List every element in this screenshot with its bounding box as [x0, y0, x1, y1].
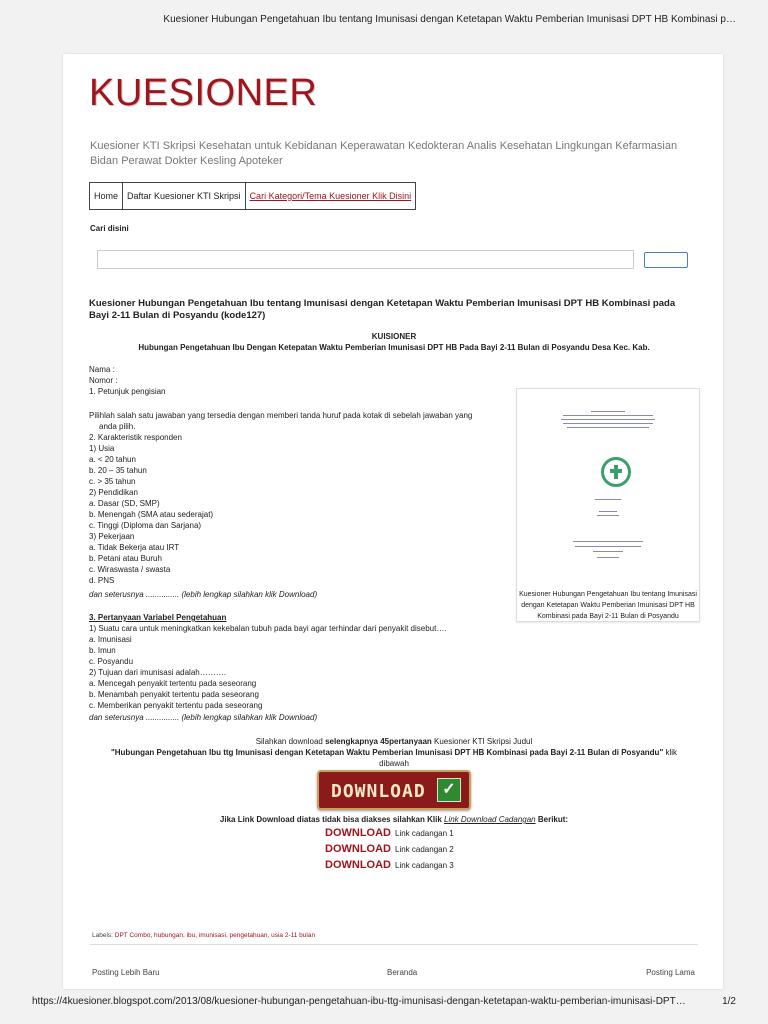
print-footer	[32, 996, 736, 1007]
backup-link-1[interactable]	[325, 827, 454, 839]
karakteristik-line: 1) Usia	[89, 444, 115, 453]
instruction	[89, 410, 472, 432]
pager-home[interactable]: Beranda	[387, 968, 418, 977]
download-line-1a: Silahkan download	[255, 737, 326, 746]
blog-page	[63, 54, 723, 989]
download-line-1b: selengkapnya 45pertanyaan	[325, 737, 432, 746]
pengetahuan-line: b. Imun	[89, 646, 116, 655]
backup-link-2[interactable]	[325, 843, 454, 855]
print-header	[0, 14, 768, 30]
backup-1-label[interactable]: DOWNLOAD	[325, 827, 391, 839]
etc-note-2: dan seterusnya ............... (lebih lengkap silahkan klik Download)	[89, 713, 318, 722]
karakteristik-line: b. Petani atau Buruh	[89, 554, 162, 563]
document-preview	[523, 395, 693, 585]
medical-cross-icon	[610, 464, 622, 480]
checkmark-icon: ✓	[437, 778, 461, 802]
backup-heading-text: Jika Link Download diatas tidak bisa diakses silahkan Klik	[219, 815, 444, 824]
download-button[interactable]	[317, 770, 471, 810]
nav-daftar-kuesioner[interactable]: Daftar Kuesioner KTI Skripsi	[123, 183, 246, 209]
respondent-fields	[89, 364, 166, 397]
etc-note-1: dan seterusnya ............... (lebih lengkap silahkan klik Download)	[89, 590, 318, 599]
post-labels	[92, 932, 315, 939]
backup-link-3[interactable]	[325, 859, 454, 871]
pengetahuan-line: 2) Tujuan dari imunisasi adalah……….	[89, 668, 226, 677]
download-line-2-tail: klik	[663, 748, 678, 757]
instruction-line-1: Pilihlah salah satu jawaban yang tersedia dengan memberi tanda huruf pada kotak di sebelah jawaban yang	[89, 411, 473, 420]
karakteristik-line: d. PNS	[89, 576, 115, 585]
search-label: Cari disini	[90, 224, 129, 233]
pengetahuan-line: b. Menambah penyakit tertentu pada seseorang	[89, 690, 259, 699]
nav-cari-kategori[interactable]: Cari Kategori/Tema Kuesioner Klik Disini	[249, 191, 412, 201]
pengetahuan-line: c. Memberikan penyakit tertentu pada seseorang	[89, 701, 263, 710]
instruction-line-2: anda pilih.	[99, 422, 136, 431]
backup-3-label[interactable]: DOWNLOAD	[325, 859, 391, 871]
document-thumbnail[interactable]	[516, 388, 700, 622]
pengetahuan-line: a. Imunisasi	[89, 635, 132, 644]
karakteristik-line: a. Tidak Bekerja atau IRT	[89, 543, 180, 552]
field-nomor: Nomor :	[89, 376, 118, 385]
divider	[90, 944, 698, 945]
download-line-1	[89, 736, 699, 747]
pengetahuan-line: c. Posyandu	[89, 657, 134, 666]
karakteristik-list	[89, 432, 213, 586]
print-header-title: Kuesioner Hubungan Pengetahuan Ibu tentang Imunisasi dengan Ketetapan Waktu Pemberian Imunisasi DPT HB Kombinasi p…	[163, 14, 736, 25]
pager-newer[interactable]: Posting Lebih Baru	[92, 968, 160, 977]
pengetahuan-list	[89, 623, 447, 711]
download-line-1c: Kuesioner KTI Skripsi Judul	[431, 737, 533, 746]
section-petunjuk: 1. Petunjuk pengisian	[89, 387, 166, 396]
nav-tabs	[89, 182, 416, 210]
kuisioner-heading: KUISIONER	[371, 332, 417, 341]
download-button-label: DOWNLOAD	[331, 781, 426, 802]
print-footer-page: 1/2	[722, 996, 736, 1007]
blog-description: Kuesioner KTI Skripsi Kesehatan untuk Kebidanan Keperawatan Kedokteran Analis Kesehatan Lingkungan Kefarmasian Bidan Perawat Dokter Kesling Apoteker	[90, 140, 678, 167]
search-button[interactable]	[644, 252, 688, 268]
karakteristik-line: c. Tinggi (Diploma dan Sarjana)	[89, 521, 202, 530]
pager-older[interactable]: Posting Lama	[646, 968, 695, 977]
post-title[interactable]: Kuesioner Hubungan Pengetahuan Ibu tentang Imunisasi dengan Ketetapan Waktu Pemberian Imunisasi DPT HB Kombinasi pada Bayi 2-11 Bulan di Posyandu (kode127)	[89, 298, 676, 321]
karakteristik-line: a. Dasar (SD, SMP)	[89, 499, 160, 508]
backup-heading	[89, 815, 699, 824]
download-instructions	[89, 736, 699, 769]
karakteristik-line: 2. Karakteristik responden	[89, 433, 182, 442]
karakteristik-line: c. Wiraswasta / swasta	[89, 565, 171, 574]
backup-1-text: Link cadangan 1	[395, 829, 454, 838]
pengetahuan-line: 1) Suatu cara untuk meningkatkan kekebalan tubuh pada bayi agar terhindar dari penyakit disebut….	[89, 624, 447, 633]
karakteristik-line: a. < 20 tahun	[89, 455, 136, 464]
blog-title[interactable]: KUESIONER	[89, 72, 318, 114]
download-line-3: dibawah	[379, 759, 409, 768]
karakteristik-line: b. Menengah (SMA atau sederajat)	[89, 510, 214, 519]
karakteristik-line: 3) Pekerjaan	[89, 532, 135, 541]
nav-home[interactable]: Home	[90, 183, 123, 209]
backup-3-text: Link cadangan 3	[395, 861, 454, 870]
backup-heading-link[interactable]: Link Download Cadangan	[444, 815, 536, 824]
download-title-quote: "Hubungan Pengetahuan Ibu ttg Imunisasi dengan Ketetapan Waktu Pemberian Imunisasi DPT HB Kombinasi pada Bayi 2-11 Bulan di Posyandu"	[110, 748, 664, 757]
labels-links[interactable]: DPT Combo, hubungan, ibu, imunisasi, pengetahuan, usia 2-11 bulan	[114, 932, 316, 939]
field-nama: Nama :	[89, 365, 115, 374]
pengetahuan-line: a. Mencegah penyakit tertentu pada seseorang	[89, 679, 257, 688]
section-pengetahuan: 3. Pertanyaan Variabel Pengetahuan	[89, 613, 227, 622]
karakteristik-line: 2) Pendidikan	[89, 488, 138, 497]
thumbnail-caption: Kuesioner Hubungan Pengetahuan Ibu tentang Imunisasi dengan Ketetapan Waktu Pemberian Imunisasi DPT HB Kombinasi pada Bayi 2-11 Bulan di Posyandu	[519, 591, 697, 620]
print-footer-url: https://4kuesioner.blogspot.com/2013/08/kuesioner-hubungan-pengetahuan-ibu-ttg-imunisasi-dengan-ketetapan-waktu-pemberian-imunisasi-DPT…	[32, 996, 686, 1007]
backup-2-text: Link cadangan 2	[395, 845, 454, 854]
kuisioner-subheading: Hubungan Pengetahuan Ibu Dengan Ketepatan Waktu Pemberian Imunisasi DPT HB Pada Bayi 2-11 Bulan di Posyandu Desa Kec. Kab.	[138, 343, 650, 352]
download-line-2	[89, 747, 699, 758]
labels-prefix: Labels:	[92, 932, 115, 939]
karakteristik-line: b. 20 – 35 tahun	[89, 466, 147, 475]
backup-2-label[interactable]: DOWNLOAD	[325, 843, 391, 855]
backup-heading-tail: Berikut:	[535, 815, 569, 824]
karakteristik-line: c. > 35 tahun	[89, 477, 136, 486]
search-input[interactable]	[97, 250, 634, 269]
